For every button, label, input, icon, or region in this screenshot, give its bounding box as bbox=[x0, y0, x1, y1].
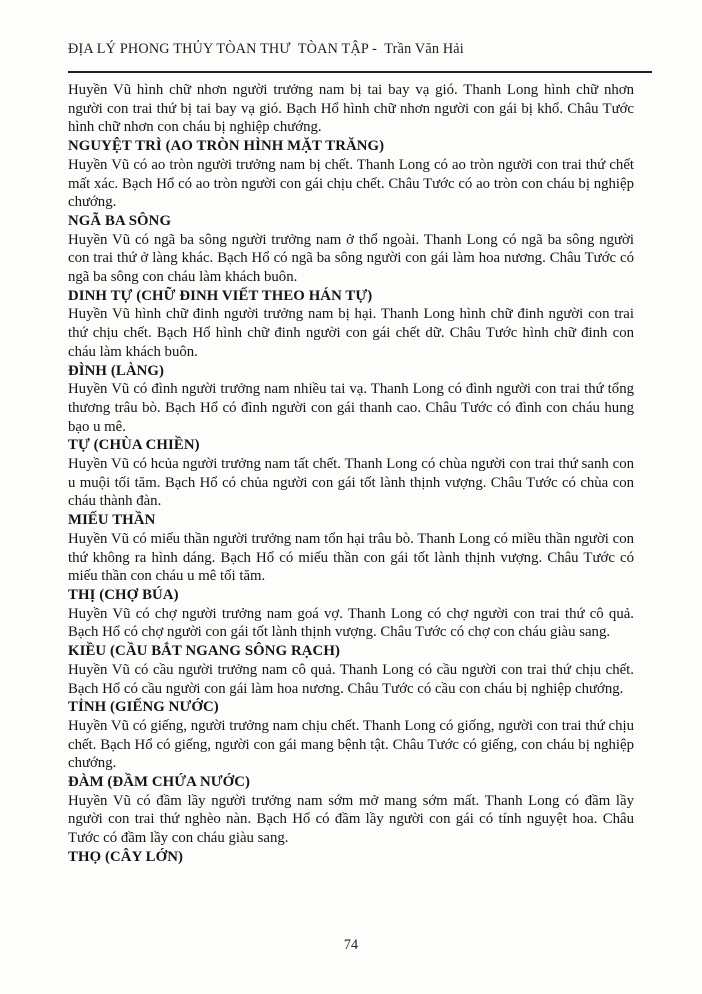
header-rule bbox=[68, 71, 652, 73]
section-paragraph: Huyền Vũ có cầu người trưởng nam cô quả. Thanh Long có cầu người con trai thứ chịu chết. Bạch Hổ có cầu người con gái làm hoa nương. Châu Tước có cầu con cháu bị nghiệp chướng. bbox=[68, 661, 634, 697]
document-body bbox=[68, 81, 634, 867]
page-number: 74 bbox=[343, 937, 359, 953]
section-heading: MIẾU THẦN bbox=[68, 512, 156, 529]
section-kieu-cau bbox=[68, 642, 634, 698]
section-heading: DINH TỰ (CHỮ ĐINH VIẾT THEO HÁN TỰ) bbox=[68, 287, 373, 304]
section-dam-nuoc bbox=[68, 773, 634, 848]
section-nga-ba-song bbox=[68, 212, 634, 287]
section-paragraph: Huyền Vũ có giếng, người trưởng nam chịu chết. Thanh Long có giống, người con trai thứ chịu chết. Bạch Hổ có giếng, người con gái mang bệnh tật. Châu Tước có giếng, con cháu bị nghiệp chướng. bbox=[68, 717, 634, 772]
section-heading: ĐÌNH (LÀNG) bbox=[68, 362, 165, 379]
section-paragraph: Huyền Vũ có hcủa người trưởng nam tất chết. Thanh Long có chùa người con trai thứ sanh con u muội tối tăm. Bạch Hổ có chủa người con gái tốt lành thịnh vượng. Châu Tước có chùa con cháu thành đàn. bbox=[68, 456, 634, 510]
section-heading: THỊ (CHỢ BÚA) bbox=[68, 586, 179, 603]
section-dinh-lang bbox=[68, 362, 634, 437]
section-paragraph: Huyền Vũ có miếu thần người trưởng nam tổn hại trâu bò. Thanh Long có miều thần người con thứ không ra hình dáng. Bạch Hổ có miếu thần con gái tốt lành thịnh vượng. Châu Tước có miếu thần con cháu u mê tối tăm. bbox=[68, 530, 634, 585]
section-nguyet-tri bbox=[68, 137, 634, 212]
section-paragraph: Huyền Vũ có ngã ba sông người trưởng nam ở thổ ngoài. Thanh Long có ngã ba sông người con trai thứ ở làng khác. Bạch Hổ có ngã ba sông người con gái làm hoa nương. Châu Tước có ngã ba sông con cháu làm khách buôn. bbox=[68, 231, 634, 286]
section-paragraph: Huyền Vũ có ao tròn người trưởng nam bị chết. Thanh Long có ao tròn người con trai thứ chết mất xác. Bạch Hổ có ao tròn người con gái chịu chết. Châu Tước có ao tròn con cháu bị nghiệp chướng. bbox=[68, 156, 634, 211]
section-tinh-gieng bbox=[68, 698, 634, 773]
section-heading: NGÃ BA SÔNG bbox=[68, 212, 172, 229]
section-heading: KIỀU (CẦU BẮT NGANG SÔNG RẠCH) bbox=[68, 643, 340, 660]
section-paragraph: Huyền Vũ có chợ người trưởng nam goá vợ. Thanh Long có chợ người con trai thứ cô quả. Bạch Hổ có chợ người con gái tốt lành thịnh vượng. Châu Tước có chợ con cháu giàu sang. bbox=[68, 605, 634, 641]
running-header: ĐỊA LÝ PHONG THỦY TÒAN THƯ TÒAN TẬP - Trần Văn Hải bbox=[68, 41, 464, 57]
section-paragraph: Huyền Vũ hình chữ đinh người trưởng nam bị hại. Thanh Long hình chữ đinh người con trai thứ chịu chết. Bạch Hổ hình chữ đinh người con gái chết dữ. Châu Tước hình chữ đinh con cháu làm khách buôn. bbox=[68, 306, 634, 360]
intro-paragraph: Huyền Vũ hình chữ nhơn người trưởng nam bị tai bay vạ gió. Thanh Long hình chữ nhơn người con trai thứ bị tai bay vạ gió. Bạch Hổ hình chữ nhơn người con gái bị khổ. Châu Tước hình chữ nhơn con cháu bị nghiệp chướng. bbox=[68, 82, 634, 136]
section-thi-cho bbox=[68, 586, 634, 642]
section-heading: TỰ (CHÙA CHIỀN) bbox=[68, 437, 200, 454]
section-heading: TỈNH (GIẾNG NƯỚC) bbox=[68, 699, 219, 716]
section-paragraph: Huyền Vũ có đầm lầy người trưởng nam sớm mở mang sớm mất. Thanh Long có đầm lầy người con trai thứ nghèo nàn. Bạch Hổ có đầm lầy người con gái có tính nguyệt hoa. Châu Tước có đầm lầy con cháu giàu sang. bbox=[68, 792, 634, 847]
section-mieu-than bbox=[68, 511, 634, 586]
section-dinh-tu bbox=[68, 287, 634, 362]
section-paragraph: Huyền Vũ có đình người trưởng nam nhiều tai vạ. Thanh Long có đình người con trai thứ tổng thương trâu bò. Bạch Hổ có đình người con gái thanh cao. Châu Tước có đình con cháu hung bạo u mê. bbox=[68, 381, 634, 435]
section-tu-chua bbox=[68, 436, 634, 511]
section-heading: THỌ (CÂY LỚN) bbox=[68, 848, 184, 865]
section-heading: NGUYỆT TRÌ (AO TRÒN HÌNH MẶT TRĂNG) bbox=[68, 138, 385, 155]
section-tho-cay-lon bbox=[68, 848, 634, 867]
section-heading: ĐÀM (ĐẦM CHỨA NƯỚC) bbox=[68, 774, 251, 791]
